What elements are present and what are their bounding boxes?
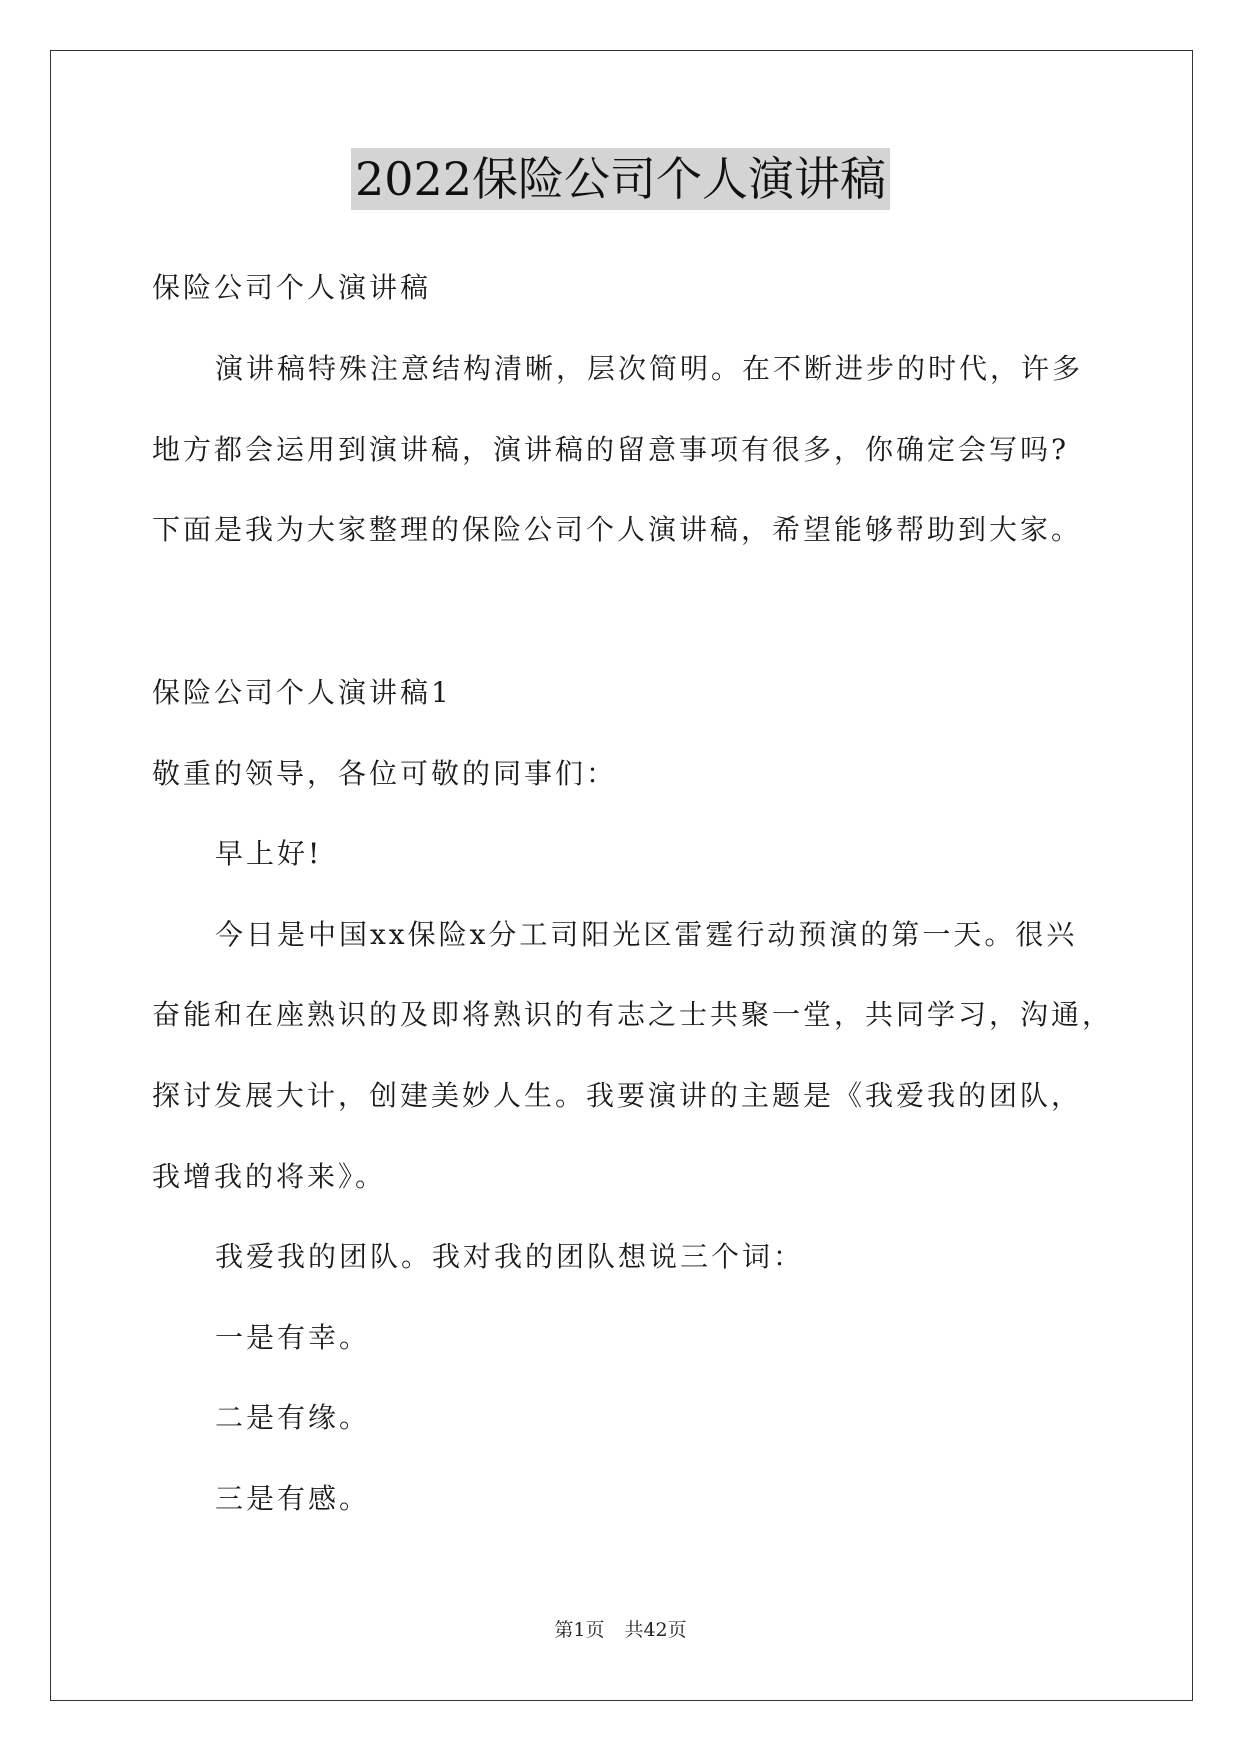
page-total: 共42页 <box>624 1619 687 1641</box>
section-heading: 保险公司个人演讲稿1 <box>152 676 452 709</box>
paragraph-line: 今日是中国xx保险x分工司阳光区雷霆行动预演的第一天。很兴 <box>215 918 1078 951</box>
paragraph-line: 演讲稿特殊注意结构清晰，层次简明。在不断进步的时代，许多 <box>215 352 1084 385</box>
list-item: 二是有缘。 <box>215 1401 371 1434</box>
list-item: 三是有感。 <box>215 1482 371 1515</box>
page-number: 第1页 <box>554 1619 605 1641</box>
paragraph-line: 地方都会运用到演讲稿，演讲稿的留意事项有很多，你确定会写吗? <box>152 433 1070 466</box>
page-footer <box>0 1617 1241 1643</box>
document-title: 2022保险公司个人演讲稿 <box>351 148 890 210</box>
title-container <box>0 148 1241 210</box>
paragraph-line: 下面是我为大家整理的保险公司个人演讲稿，希望能够帮助到大家。 <box>152 513 1083 546</box>
paragraph-line: 探讨发展大计，创建美妙人生。我要演讲的主题是《我爱我的团队， <box>152 1079 1083 1112</box>
greeting-line: 早上好! <box>215 837 323 870</box>
paragraph-line: 我爱我的团队。我对我的团队想说三个词： <box>215 1240 805 1273</box>
subtitle-line: 保险公司个人演讲稿 <box>152 271 432 304</box>
salutation-line: 敬重的领导，各位可敬的同事们： <box>152 757 618 790</box>
paragraph-line: 我增我的将来》。 <box>152 1160 387 1193</box>
list-item: 一是有幸。 <box>215 1321 371 1354</box>
paragraph-line: 奋能和在座熟识的及即将熟识的有志之士共聚一堂，共同学习，沟通， <box>152 998 1114 1031</box>
